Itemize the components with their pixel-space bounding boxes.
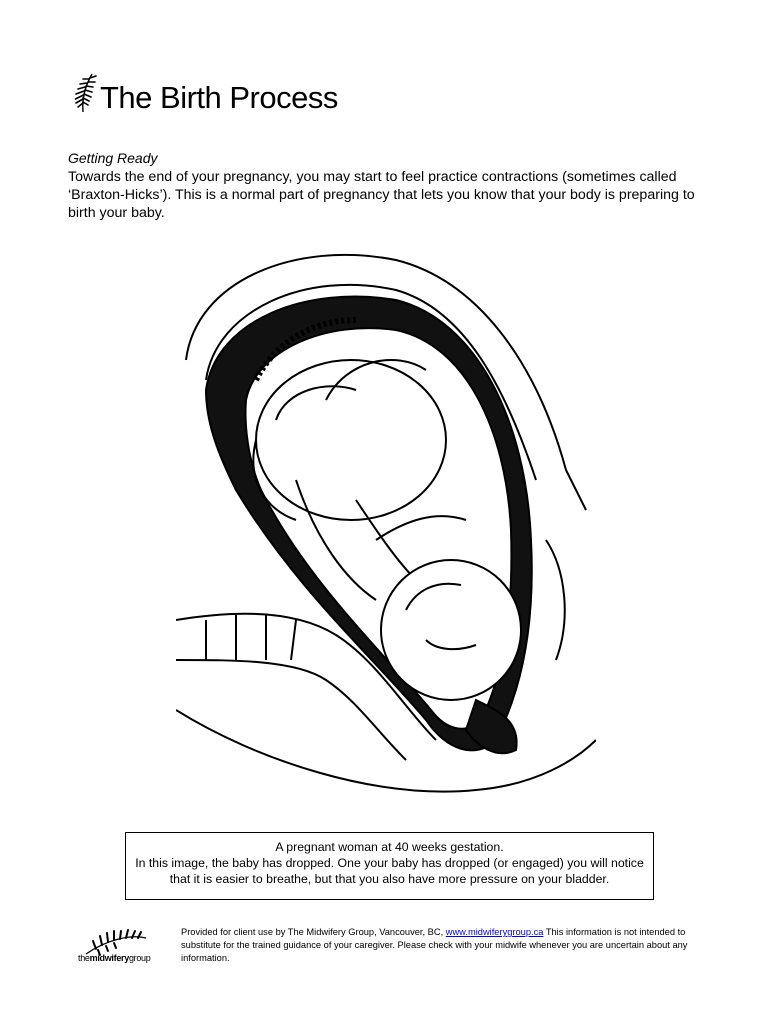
footer-disclaimer: Provided for client use by The Midwifery Group, Vancouver, BC, www.midwiferygroup.ca This information is not intended to substitute for the trained guidance of your caregiver. Please check with your midwife whenever you are uncertain about any information. — [181, 927, 688, 963]
fern-icon — [68, 70, 98, 114]
section-heading: Getting Ready — [68, 150, 158, 166]
brand-logo: themidwiferygroup — [78, 953, 151, 963]
page-header — [68, 68, 338, 116]
caption-title: A pregnant woman at 40 weeks gestation. — [275, 840, 504, 854]
caption-text: In this image, the baby has dropped. One your baby has dropped (or engaged) you will notice that it is easier to breathe, but that you also have more pressure on your bladder. — [135, 856, 644, 886]
figure-caption — [125, 832, 654, 900]
pregnancy-illustration — [176, 240, 596, 812]
website-link[interactable]: www.midwiferygroup.ca — [445, 927, 544, 937]
page-title: The Birth Process — [100, 80, 338, 115]
intro-paragraph: Towards the end of your pregnancy, you may start to feel practice contractions (sometimes called ‘Braxton-Hicks’). This is a normal part of pregnancy that lets you know that your body is preparing to birth your baby. — [68, 169, 695, 221]
